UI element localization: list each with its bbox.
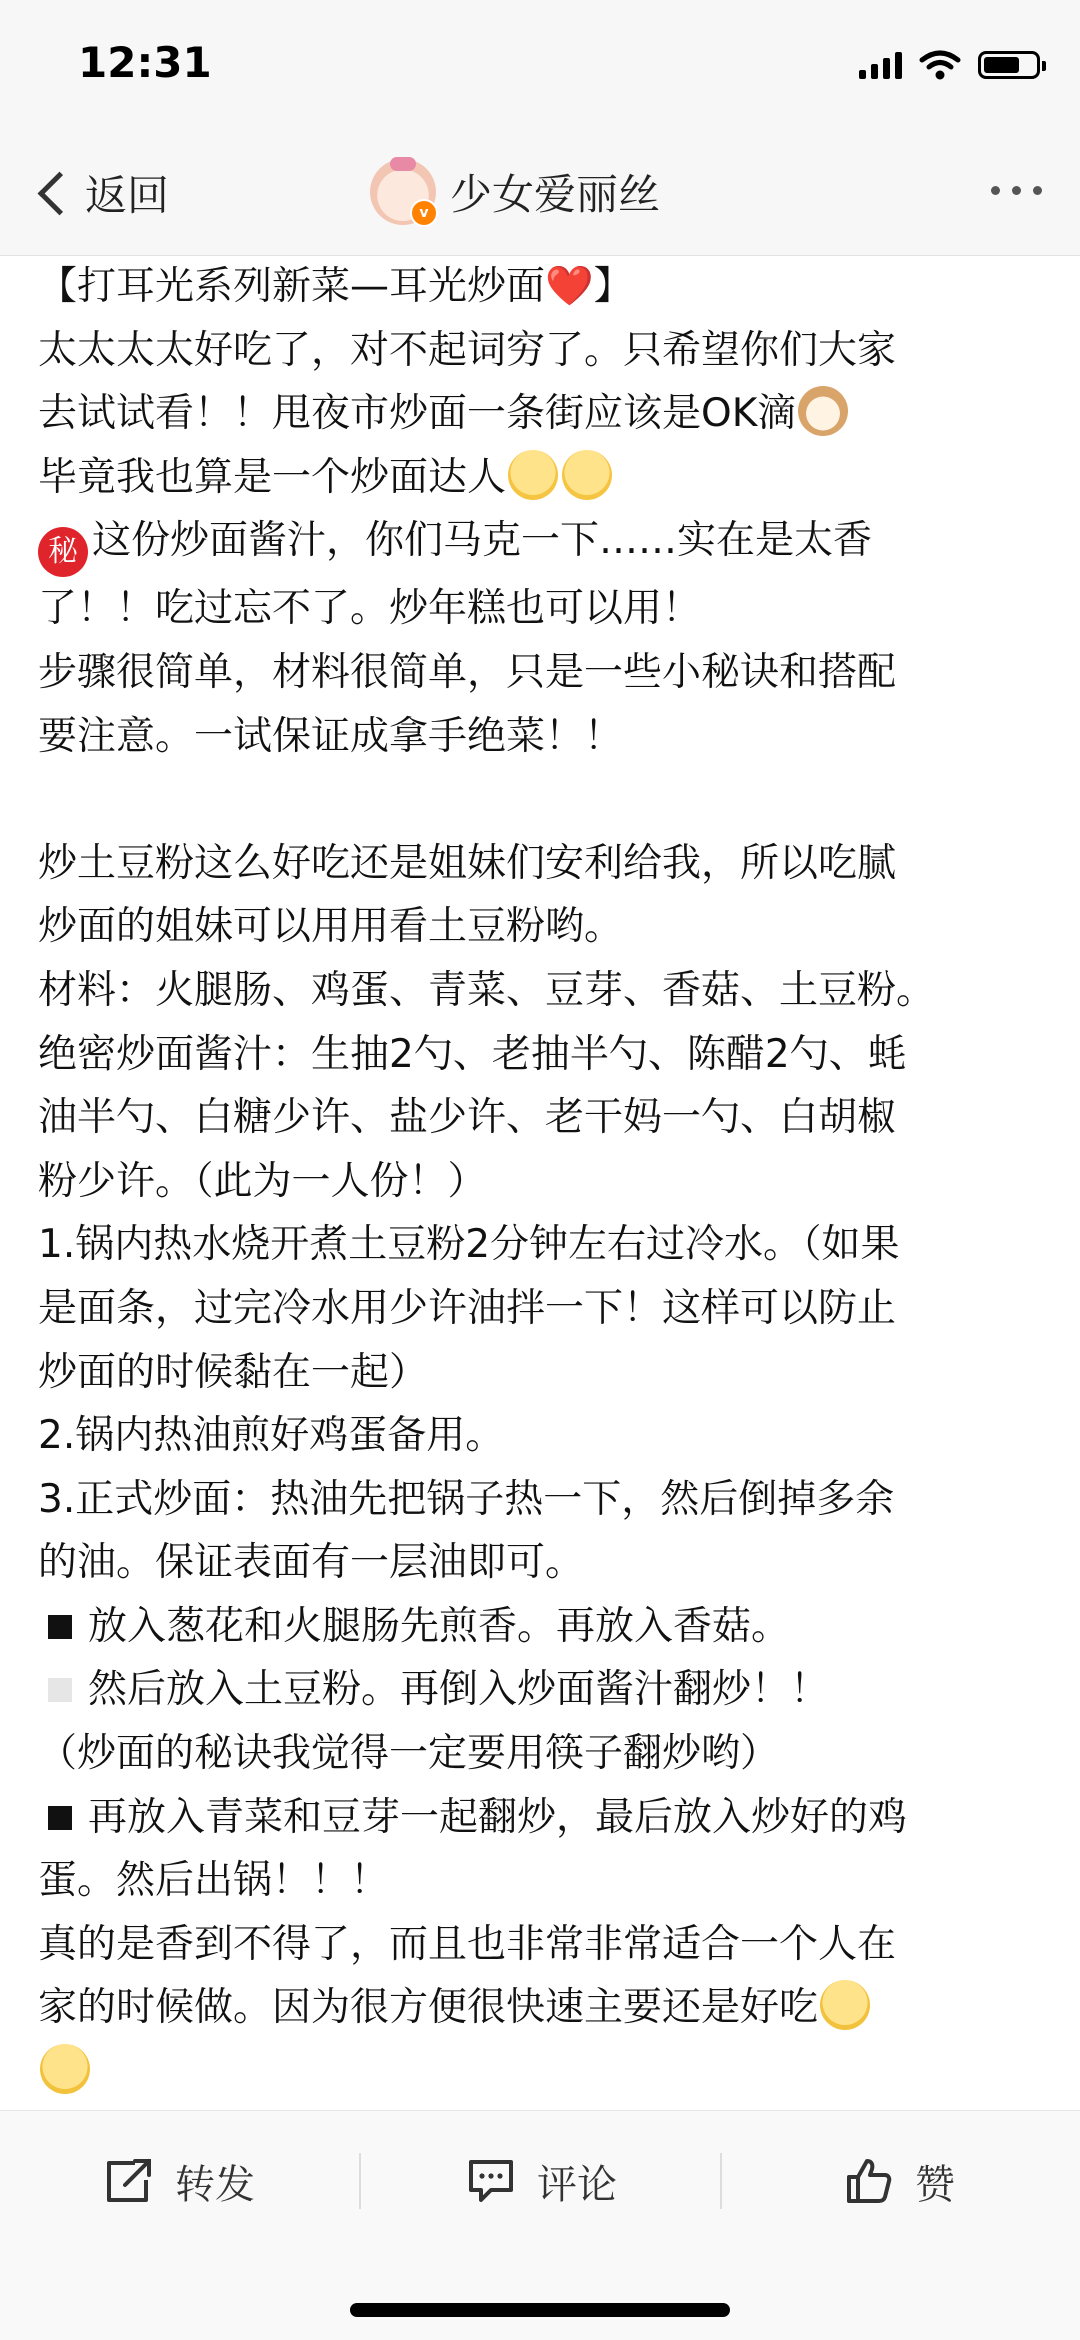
more-dot-icon bbox=[1033, 186, 1042, 195]
back-label: 返回 bbox=[85, 171, 170, 220]
white-square-icon bbox=[48, 1678, 72, 1702]
post-title: 【打耳光系列新菜—耳光炒面❤️】 bbox=[38, 264, 633, 309]
nav-bar bbox=[0, 130, 1080, 256]
battery-level bbox=[984, 57, 1019, 73]
post-line: 油半勺、白糖少许、盐少许、老干妈一勺、白胡椒 bbox=[38, 1095, 897, 1141]
nav-author[interactable] bbox=[370, 152, 660, 232]
post-line: 是面条，过完冷水用少许油拌一下！这样可以防止 bbox=[38, 1285, 897, 1331]
avatar[interactable] bbox=[370, 159, 436, 225]
more-dot-icon bbox=[991, 186, 1000, 195]
like-label: 赞 bbox=[915, 2161, 955, 2208]
repost-label: 转发 bbox=[175, 2161, 255, 2208]
thumbs-up-icon bbox=[845, 2157, 893, 2205]
home-indicator[interactable] bbox=[350, 2303, 730, 2317]
verified-badge-icon: v bbox=[410, 199, 438, 227]
secret-emoji-icon: 秘 bbox=[38, 527, 88, 577]
post-line: （炒面的秘诀我觉得一定要用筷子翻炒哟） bbox=[38, 1731, 780, 1777]
black-square-icon bbox=[48, 1615, 72, 1639]
status-icons bbox=[859, 48, 1040, 82]
post-line: 然后放入土豆粉。再倒入炒面酱汁翻炒！！ bbox=[38, 1658, 1048, 1722]
comment-button[interactable] bbox=[467, 2146, 617, 2216]
black-square-icon bbox=[48, 1806, 72, 1830]
post-line: 炒面的时候黏在一起） bbox=[38, 1349, 429, 1395]
post-line: 太太太太好吃了，对不起词穷了。只希望你们大家 bbox=[38, 327, 897, 373]
thinking-face-emoji-icon bbox=[820, 1980, 870, 2030]
post-line: 了！！吃过忘不了。炒年糕也可以用！ bbox=[38, 586, 702, 632]
post-line: 家的时候做。因为很方便很快速主要还是好吃 bbox=[38, 1976, 1048, 2040]
post-line: 真的是香到不得了，而且也非常非常适合一个人在 bbox=[38, 1921, 897, 1967]
repost-button[interactable] bbox=[105, 2146, 255, 2216]
nerd-face-emoji-icon bbox=[508, 450, 558, 500]
post-line: 蛋。然后出锅！！！ bbox=[38, 1858, 390, 1904]
battery-icon bbox=[978, 51, 1040, 79]
status-bar bbox=[0, 0, 1080, 130]
post-line: 秘 这份炒面酱汁，你们马克一下……实在是太香 bbox=[38, 509, 1048, 577]
post-line: 要注意。一试保证成拿手绝菜！！ bbox=[38, 713, 624, 759]
nerd-face-emoji-icon bbox=[562, 450, 612, 500]
like-button[interactable] bbox=[845, 2146, 955, 2216]
heart-emoji-icon: ❤️ bbox=[545, 264, 594, 309]
post-line: 再放入青菜和豆芽一起翻炒，最后放入炒好的鸡 bbox=[38, 1786, 1048, 1850]
post-line: 材料：火腿肠、鸡蛋、青菜、豆芽、香菇、土豆粉。 bbox=[38, 967, 936, 1013]
post-line: 炒面的姐妹可以用用看土豆粉哟。 bbox=[38, 904, 624, 950]
comment-label: 评论 bbox=[537, 2161, 617, 2208]
post-line: 放入葱花和火腿肠先煎香。再放入香菇。 bbox=[38, 1595, 1048, 1659]
share-icon bbox=[105, 2158, 153, 2204]
post-line: 1.锅内热水烧开煮土豆粉2分钟左右过冷水。（如果 bbox=[38, 1222, 900, 1268]
more-options-button[interactable] bbox=[991, 186, 1042, 195]
divider bbox=[359, 2153, 361, 2209]
thinking-face-emoji-icon bbox=[40, 2044, 90, 2094]
post-content bbox=[38, 255, 1048, 2110]
more-dot-icon bbox=[1012, 186, 1021, 195]
wifi-icon bbox=[920, 50, 960, 80]
post-line bbox=[38, 2040, 1048, 2104]
post-line: 3.正式炒面：热油先把锅子热一下，然后倒掉多余 bbox=[38, 1476, 895, 1522]
author-name: 少女爱丽丝 bbox=[450, 170, 661, 219]
post-line: 2.锅内热油煎好鸡蛋备用。 bbox=[38, 1413, 505, 1459]
post-line: 毕竟我也算是一个炒面达人 bbox=[38, 446, 1048, 510]
divider bbox=[720, 2153, 722, 2209]
cat-face-emoji-icon bbox=[798, 386, 848, 436]
post-line: 的油。保证表面有一层油即可。 bbox=[38, 1540, 585, 1586]
back-button[interactable] bbox=[32, 158, 169, 228]
bow-icon bbox=[390, 157, 416, 171]
post-line: 绝密炒面酱汁：生抽2勺、老抽半勺、陈醋2勺、蚝 bbox=[38, 1031, 907, 1077]
status-time: 12:31 bbox=[78, 38, 212, 87]
post-line: 粉少许。（此为一人份！） bbox=[38, 1158, 487, 1204]
chevron-left-icon bbox=[38, 171, 82, 215]
post-line: 去试试看！！甩夜市炒面一条街应该是OK滴 bbox=[38, 382, 1048, 446]
comment-icon bbox=[467, 2158, 515, 2204]
post-line: 步骤很简单，材料很简单，只是一些小秘诀和搭配 bbox=[38, 649, 897, 695]
post-line: 炒土豆粉这么好吃还是姐妹们安利给我，所以吃腻 bbox=[38, 840, 897, 886]
cellular-signal-icon bbox=[859, 51, 902, 79]
